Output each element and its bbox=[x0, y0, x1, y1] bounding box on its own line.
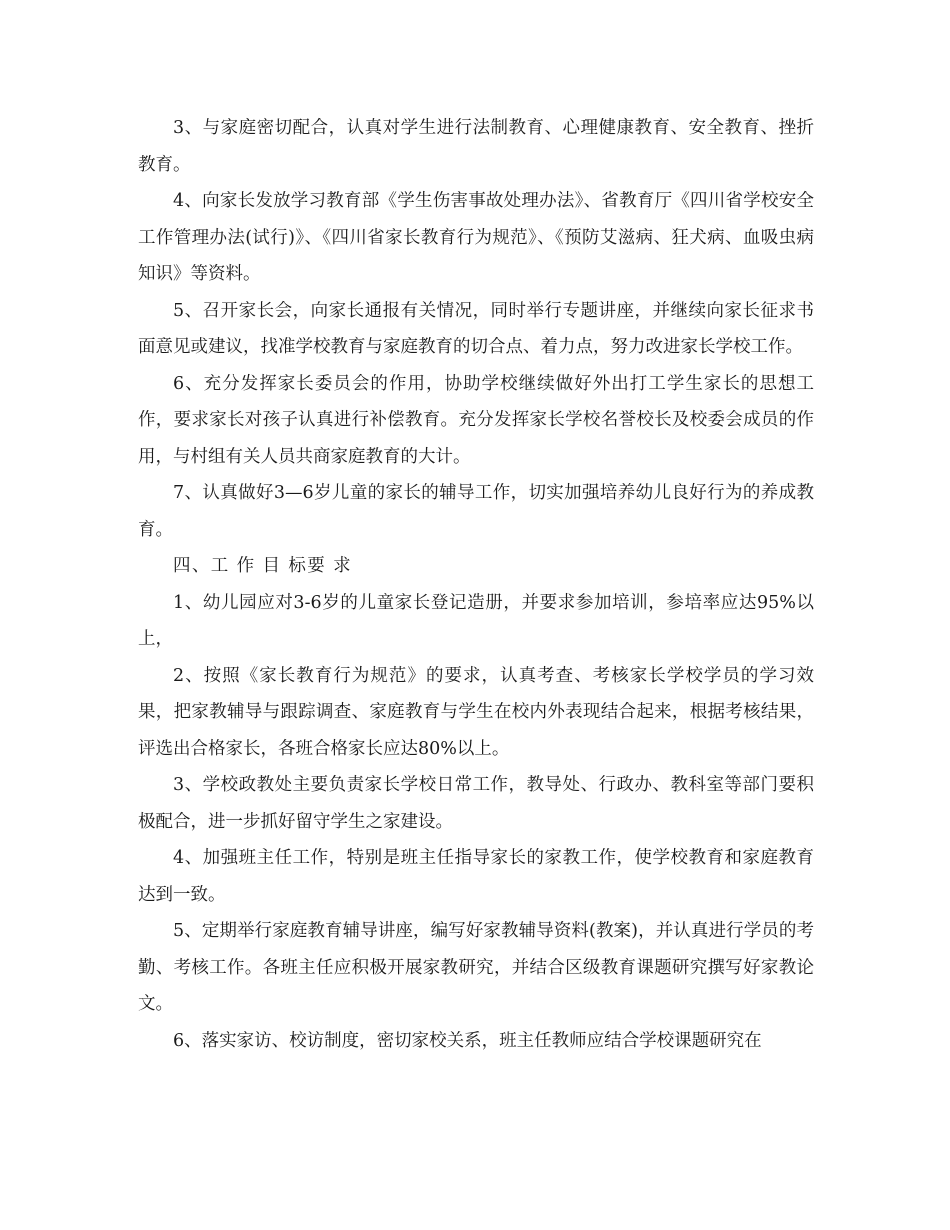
document-page bbox=[138, 110, 814, 1059]
goal-item-6: 6、落实家访、校访制度，密切家校关系，班主任教师应结合学校课题研究在 bbox=[173, 1030, 762, 1051]
goal-item-3: 3、学校政教处主要负责家长学校日常工作，教导处、行政办、教科室等部门要积极配合，进一步抓好留守学生之家建设。 bbox=[138, 775, 814, 832]
goal-item-4: 4、加强班主任工作，特别是班主任指导家长的家教工作，使学校教育和家庭教育达到一致。 bbox=[138, 848, 814, 905]
goal-item-5: 5、定期举行家庭教育辅导讲座，编写好家教辅导资料(教案)，并认真进行学员的考勤、考核工作。各班主任应积极开展家教研究，并结合区级教育课题研究撰写好家教论文。 bbox=[138, 921, 814, 1014]
paragraph-item-3: 3、与家庭密切配合，认真对学生进行法制教育、心理健康教育、安全教育、挫折教育。 bbox=[138, 118, 814, 175]
section-heading: 四、工 作 目 标要 求 bbox=[173, 556, 353, 576]
goal-item-2: 2、按照《家长教育行为规范》的要求，认真考查、考核家长学校学员的学习效果，把家教辅导与跟踪调查、家庭教育与学生在校内外表现结合起来，根据考核结果，评选出合格家长，各班合格家长应达80%以上。 bbox=[138, 665, 814, 759]
paragraph-item-5: 5、召开家长会，向家长通报有关情况，同时举行专题讲座，并继续向家长征求书面意见或建议，找准学校教育与家庭教育的切合点、着力点，努力改进家长学校工作。 bbox=[138, 300, 814, 357]
paragraph-item-4: 4、向家长发放学习教育部《学生伤害事故处理办法》、省教育厅《四川省学校安全工作管理办法(试行)》、《四川省家长教育行为规范》、《预防艾滋病、狂犬病、血吸虫病知识》等资料。 bbox=[138, 191, 814, 284]
paragraph-item-7: 7、认真做好3—6岁儿童的家长的辅导工作，切实加强培养幼儿良好行为的养成教育。 bbox=[138, 483, 814, 540]
goal-item-1: 1、幼儿园应对3-6岁的儿童家长登记造册，并要求参加培训，参培率应达95%以上， bbox=[138, 592, 814, 649]
paragraph-item-6: 6、充分发挥家长委员会的作用，协助学校继续做好外出打工学生家长的思想工作，要求家长对孩子认真进行补偿教育。充分发挥家长学校名誉校长及校委会成员的作用，与村组有关人员共商家庭教育的大计。 bbox=[138, 373, 814, 467]
